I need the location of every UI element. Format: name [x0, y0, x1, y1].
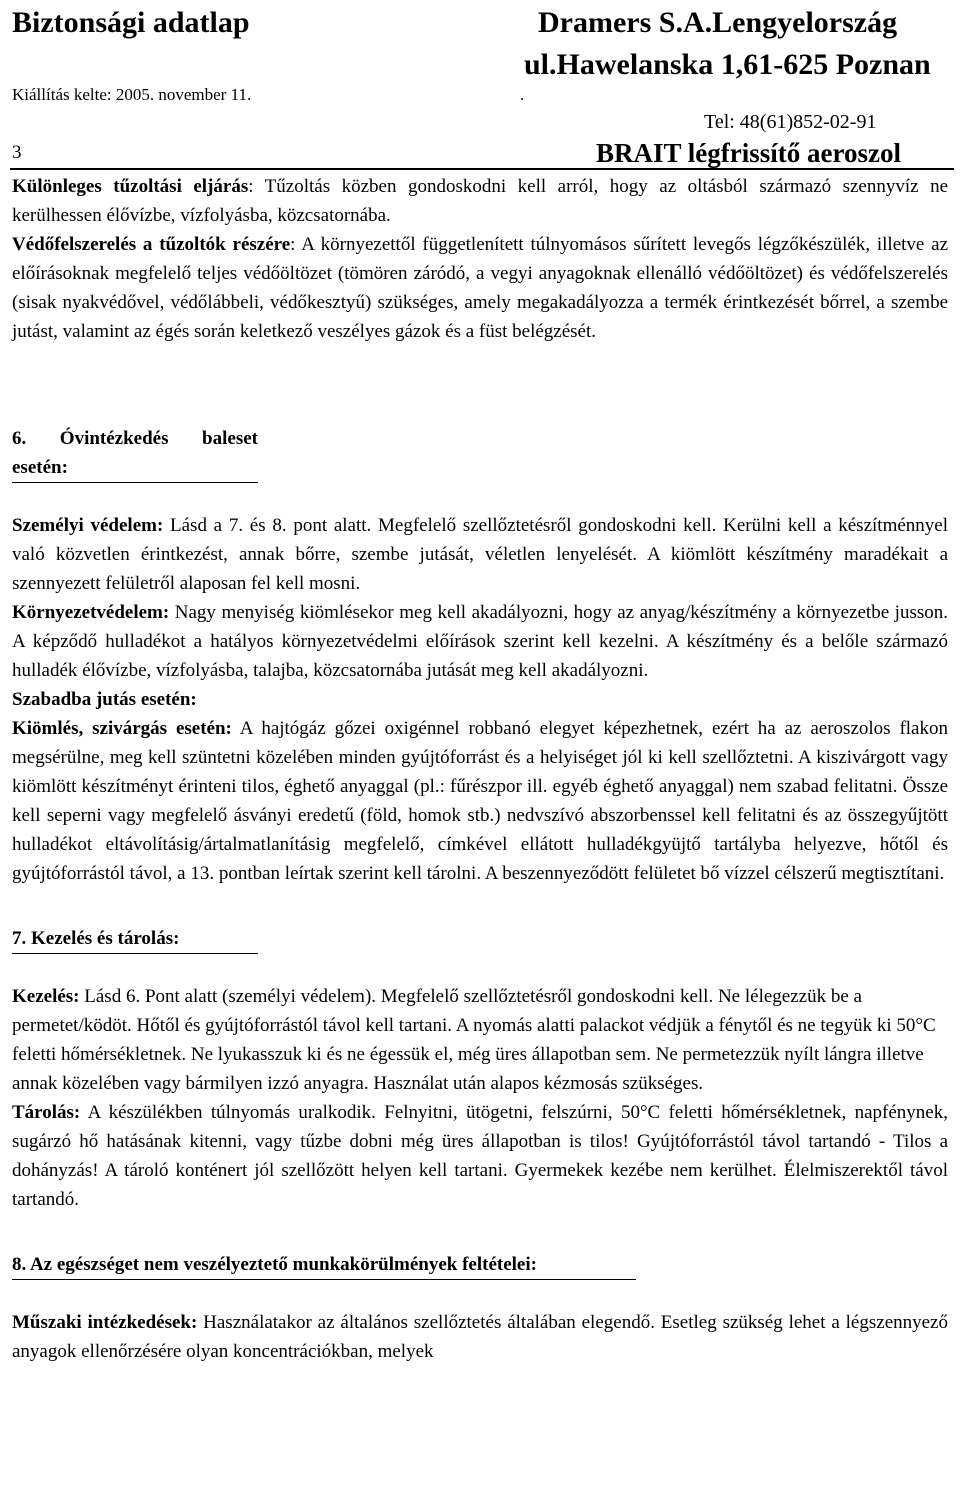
environmental-protection-label: Környezetvédelem: — [12, 602, 170, 623]
firefighter-equipment-label: Védőfelszerelés a tűzoltók részére — [12, 234, 291, 255]
release-label: Szabadba jutás esetén: — [12, 689, 197, 710]
spill-text: A hajtógáz gőzei oxigénnel robbanó elegyet képezhetnek, ezért ha az aeroszolos flakon megsérülne, meg kell szüntetni közelében minden gyújtóforrást és a helyiséget jól ki kell szellőztetni. A kiszivárgott vagy kiömlött készítményt érinteni tilos, éghető anyaggal (pl.: fűrészpor ill. egyéb éghető anyaggal) nem szabad felitatni. Össze kell seperni vagy megfelelő ásványi eredetű (föld, homok stb.) nedvszívó abszorbenssel kell felitatni és az összegyűjtött hulladékot eltávolításig/ártalmatlanításig megfelelő, címkével ellátott hulladékgyüjtő tartályba helyezve, hőtől és gyújtóforrástól távol, a 13. pontban leírtak szerint kell tárolni. A beszennyeződött felületet bő vízzel célszerű megtisztítani. — [12, 718, 948, 884]
environmental-protection-text: Nagy menyiség kiömlésekor meg kell akadályozni, hogy az anyag/készítmény a környezetbe jusson. A képződő hulladékot a hatályos környezetvédelmi előírások szerint kell kezelni. A készítmény és a belőle származó hulladék élővízbe, vízfolyásba, talajba, közcsatornába jutását meg kell akadályozni. — [12, 602, 948, 681]
handling-paragraph — [12, 982, 948, 1098]
special-firefighting-paragraph — [12, 172, 948, 230]
personal-protection-label: Személyi védelem: — [12, 515, 164, 536]
product-name: BRAIT légfrissítő aeroszol — [596, 138, 901, 168]
handling-text: Lásd 6. Pont alatt (személyi védelem). Megfelelő szellőztetésről gondoskodni kell. Ne lélegezzük be a permetet/ködöt. Hőtől és gyújtóforrástól távol kell tartani. A nyomás alatti palackot védjük a fénytől és ne tegyük ki 50°C feletti hőmérsékletnek. Ne lyukasszuk ki és ne égessük el, még üres állapotban sem. Ne permetezzük nyílt lángra illetve annak közelében vagy bármilyen izzó anyagra. Használat után alapos kézmosás szükséges. — [12, 986, 936, 1094]
page-number: 3 — [12, 142, 22, 163]
header-dot: . — [520, 85, 525, 104]
technical-measures-text: Használatakor az általános szellőztetés általában elegendő. Esetleg szükség lehet a légszennyező anyagok ellenőrzésére olyan koncentrációkban, melyek — [12, 1312, 948, 1362]
special-firefighting-label: Különleges tűzoltási eljárás — [12, 176, 249, 197]
document-body — [12, 172, 948, 1366]
section-7-heading — [12, 924, 948, 954]
spill-paragraph — [12, 714, 948, 888]
firefighter-equipment-paragraph — [12, 230, 948, 346]
spill-label: Kiömlés, szivárgás esetén: — [12, 718, 232, 739]
personal-protection-paragraph — [12, 511, 948, 598]
issue-date: Kiállítás kelte: 2005. november 11. — [12, 85, 252, 104]
release-heading — [12, 685, 948, 714]
section-7-title: 7. Kezelés és tárolás: — [12, 924, 258, 954]
storage-text: A készülékben túlnyomás uralkodik. Felnyitni, ütögetni, felszúrni, 50°C feletti hőmérsékletnek, napfénynek, sugárzó hő hatásának kitenni, vagy tűzbe dobni még üres állapotban is tilos! Gyújtóforrástól távol tartandó - Tilos a dohányzás! A tároló konténert jól szellőzött helyen kell tartani. Gyermekek kezébe nem kerülhet. Élelmiszerektől távol tartandó. — [12, 1102, 948, 1210]
handling-label: Kezelés: — [12, 986, 80, 1007]
section-8-title: 8. Az egészséget nem veszélyeztető munkakörülmények feltételei: — [12, 1250, 636, 1280]
storage-label: Tárolás: — [12, 1102, 81, 1123]
section-6-title: 6. Óvintézkedés baleset esetén: — [12, 424, 258, 483]
document-title: Biztonsági adatlap — [12, 6, 250, 39]
section-6-heading — [12, 424, 948, 483]
section-8-heading — [12, 1250, 948, 1280]
technical-measures-label: Műszaki intézkedések: — [12, 1312, 198, 1333]
environmental-protection-paragraph — [12, 598, 948, 685]
company-name: Dramers S.A.Lengyelország — [538, 6, 898, 39]
phone-number: Tel: 48(61)852-02-91 — [704, 111, 877, 133]
storage-paragraph — [12, 1098, 948, 1214]
firefighter-equipment-text: : A környezettől függetlenített túlnyomásos sűrített levegős légzőkészülék, illetve az előírásoknak megfelelő teljes védőöltözet (tömören záródó, a vegyi anyagoknak ellenálló védőöltözet) és védőfelszerelés (sisak nyakvédővel, védőlábbeli, védőkesztyű) szükséges, amely megakadályozza a termék érintkezését bőrrel, a szembe jutást, valamint az égés során keletkező veszélyes gázok és a füst belégzését. — [12, 234, 948, 342]
company-address: ul.Hawelanska 1,61-625 Poznan — [524, 48, 931, 81]
page-header — [0, 0, 960, 170]
technical-measures-paragraph — [12, 1308, 948, 1366]
special-firefighting-text: : Tűzoltás közben gondoskodni kell arról, hogy az oltásból származó szennyvíz ne kerülhessen élővízbe, vízfolyásba, közcsatornába. — [12, 176, 948, 226]
header-rule — [10, 168, 954, 170]
personal-protection-text: Lásd a 7. és 8. pont alatt. Megfelelő szellőztetésről gondoskodni kell. Kerülni kell a készítménnyel való közvetlen érintkezést, annak bőrre, szembe jutását, véletlen lenyelését. A kiömlött készítmény maradékait a szennyezett felületről alaposan fel kell mosni. — [12, 515, 948, 594]
